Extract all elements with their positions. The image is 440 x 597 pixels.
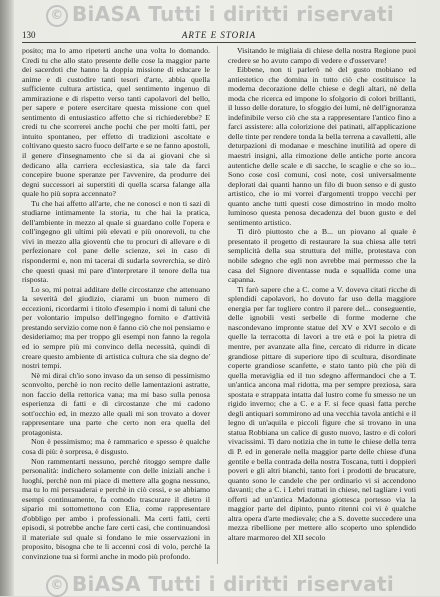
paragraph: Non è pessimismo; ma è rammarico e spesso è qualche cosa di più: è sorpresa, è disgusto. xyxy=(22,437,210,456)
book-binding-edge xyxy=(0,0,14,596)
paragraph: Ti farò sapere che a C. come a V. doveva citati ricche di splendidi capolavori, ho dovuto far uso della maggiore energia per far togliere contro il parere del... conseguentie, delle ignobili vesti serbelle di forme moderne che nascondevano impronte statue del XV e XVI secolo e di quelle la terracotta di lavori a tre età e poi la pietra di mentre, per avanzate alla fine, cercato di ridurre in dicate grandiose pittare di superiore tipo di scultura, disordinate coperte grandiose scanfette, e stato tanto più che più di quella meraviglia ed il tuo sdegno affermandoci che a T. un'antica ancona mal ridotta, ma per sempre preziosa, sara spostata e strappata intatta dal lustro come fu smesso ne un rigido inverno; che a C. e a F. si fece quasi fatta perche degli antiquari sommirono ad una vecchia tavola antichi e il legno di un'aquila e piccoli figure che si trovano in una statua Robbiana un calice di gusto nuovo, lastro e di colori vivacissimi. Ti daro notizia che in tutte le chiese della terra di P. ed in generale nella maggior parte delle chiese d'una gentile e bella contrada della nostra Toscana, tutti i doppieri poveri e gli altri bianchi, tanto fori i prodotti de brucature, quanto sono le candele che per ordinario vi si accendono davanti; che a C. i Lebri trattati in chiese, nel tagliare i voti offerti ad un'antica Madonna giottesca portesso via la maggior parte del dipinto, punto ritenni coi vi è qualche altra opera d'arte medievale; che a S. dovette succedere una mezza ribellione per mettere allo scoperto uno splendido altare marmoreo del XII secolo xyxy=(228,284,416,542)
paragraph: Eibbene, non ti parlerò nè del gusto mobiano ed antiestetico che domina in tutto ciò che costituisce la moderna decorazione delle chiese e degli altari, nè della moda che ricerca ed impone lo sfolgorio di colori brillanti, il lusso delle dorature, lo sfoggio dei lumi, nè dell'ignoranza indefinibile verso ciò che sta a rappresentare l'antico fino a farci assistere: alla colorizione dei patinati, all'applicazione delle tinte per rendere tonda la bella terrena a cavalletti, alle deturpazioni di modanae e meschine inutilità ad opere di maestri insigni, alla rimozione delle antiche porte ancora autentiche delle scale e di sacche, le scaglie e che so io... Sono cose così comuni, così note, così universalmente deplorati dai quanti hanno un filo di buon senso e di gusto artistico, che io mi vorrei d'argomenti troppo vecchi per quanto anche tutti questi cose dimostrino in modo molto luminoso questa penosa decadenza del buon gusto e del sentimento artistico. xyxy=(228,65,416,227)
running-title: ARTE E STORIA xyxy=(181,30,257,40)
watermark-top xyxy=(0,2,440,27)
watermark-text: BiASA Tutti i diritti riservati xyxy=(72,572,394,596)
copyright-logo-icon: © xyxy=(46,5,68,27)
paragraph: Tu che hai affetto all'arte, che ne conosci e non ti sazi di studiarne intimamente la storia, tu che hai la pratica, dell'ambiente in mezzo al quale si guardano colle l'opera e coll'ingegno gli ultimi più elevati e più onorevoli, tu che vivi in mezzo alla gioventù che tu procuri di allevare e di perfezionare col pane delle scienze, sei in caso di rispondermi e, non mi tacerai di sudarla sovrerchia, se dirò che questi quasi mi pare d'interpretare il tenore della tua risposta. xyxy=(22,198,210,285)
paragraph: Lo so, mi potrai additare delle circostanze che attenuano la severità del giudizio, ciarami un buon numero di eccezioni, ricordarmi i titolo d'esempio i nomi di taluni che per volontario impulso dell'ingegno fornito e d'attività prestando servizio come non è fanno ciò che noi pensiamo e desideriamo; ma per troppo gli esempi non fanno la regola ed io sempre più mi convinco della necessità, quindi di creare questo ambiente di artistica cultura che sia degno de' nostri tempi. xyxy=(22,284,210,371)
left-text-column xyxy=(22,46,210,566)
paragraph: Nè mi dirai ch'io sono invaso da un senso di pessimismo sconvolto, perchè io non recito delle lamentazioni astratte, non faccio della rettorica vana; ma mi baso sulla penosa esperienza di fatti e di circostanze che mi cadono sott'occhio ed, in mezzo alle quali mi son trovato a dover rappresentare una parte che certo non era quella del protagonista. xyxy=(22,370,210,437)
watermark-bottom xyxy=(0,572,440,597)
page-number: 130 xyxy=(22,30,36,40)
column-divider xyxy=(217,46,218,564)
paragraph: posito; ma lo amo ripeterti anche una volta lo domando. Credi tu che allo stato presente delle cose la maggior parte dei sacerdoti che hanno la doppia missione di educare le anime e di custodire tanti tesori d'arte, abbia quella sufficiente cultura artistica, quel sentimento ingenuo di ammirazione e di rispetto verso tanti capolavori del bello, per sapere e potere esercitare questa missione con quel sentimento di entusiastico affetto che si richiederebbe? E credi tu che scorrerei anche pochi che per molti fatti, per intuito spontaneo, per effetto di tradizioni ascoltate e coltivano questo sacro fuoco dell'arte e se ne fanno apostoli, il genere d'insegnamento che si da ai giovani che si dedicano alla carriera ecclesiastica, sia tale da farci concepire buone speranze per l'avvenire, da produrre dei degni successori ai superstiti di quella scarsa falange alla quale ho più sopra accennato? xyxy=(22,46,210,199)
paragraph: Ti dirò piuttosto che a B... un piovano al quale è presentato il progetto di restaurare la sua chiesa alle tetri semplicità della sua struttura del mille, protestava con nobile sdegno che egli non avrebbe mai permesso che la casa del Signore diventasse nuda e squallida come una capanna. xyxy=(228,227,416,285)
paragraph: Visitando le migliaia di chiese della nostra Regione puoi credere se ho avuto campo di vedere e d'osservare! xyxy=(228,46,416,65)
watermark-text: BiASA Tutti i diritti riservati xyxy=(72,2,394,26)
right-text-column xyxy=(228,46,416,566)
paragraph: Non rammentarti nessuno, perchè ritoggo sempre dalle personalità: indichero solamente con delle iniziali anche i luoghi, perchè non mi piace di mettere alla gogna nessuno, ma tu lo mi persuaderai e perchè in ciò cessi, e se abbiamo esempi continuamente, fa comodo trascurare il dietro il sipario mi sottomettono con Elia, come rappresentare d'obbligo per ambo i professionali. Ma certi fatti, certi episodi, si potrebbe anche fare certi casi, che continuandosi il materiale sul quale si fondano le mie osservazioni in proposito, bisogna che te li accenni così di volo, perchè la convinzione tua si formi anche in modo più profondo. xyxy=(22,456,210,561)
page-header xyxy=(22,30,416,43)
copyright-logo-icon: © xyxy=(46,575,68,597)
